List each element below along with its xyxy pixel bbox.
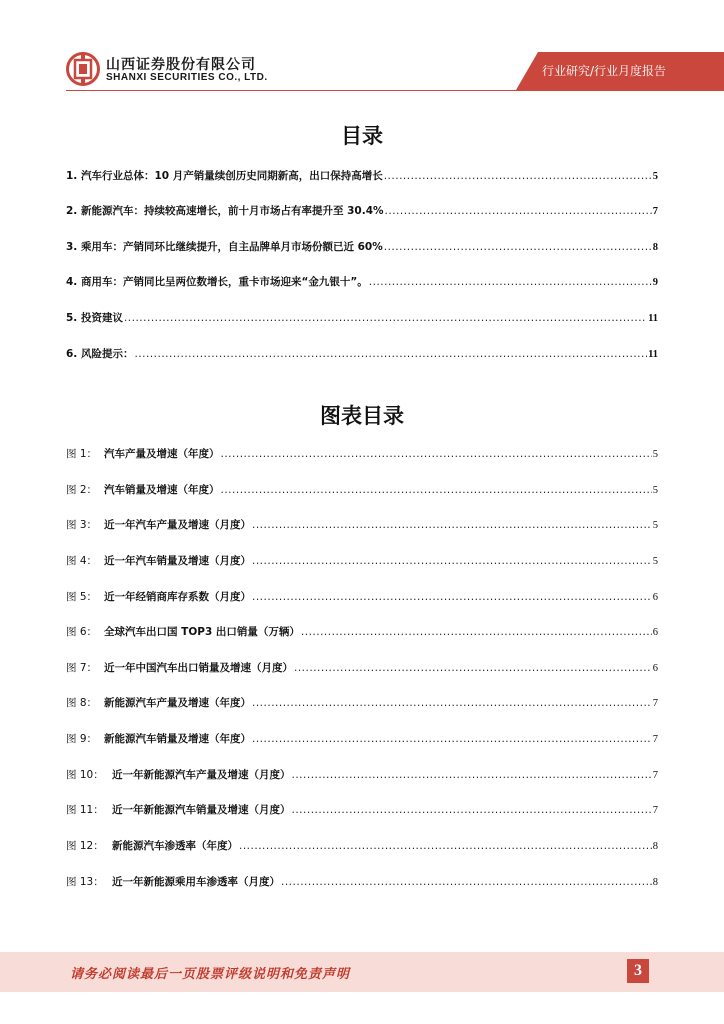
- toc-item-page: 7: [652, 206, 658, 217]
- figure-title: 汽车销量及增速（年度）: [104, 484, 220, 496]
- figure-page: 6: [652, 627, 658, 638]
- figure-item[interactable]: [66, 589, 658, 605]
- figure-page: 7: [652, 805, 658, 816]
- leader-dots: [385, 205, 652, 217]
- figure-item[interactable]: [66, 731, 658, 747]
- leader-dots: [239, 840, 652, 852]
- figure-page: 8: [652, 841, 658, 852]
- leader-dots: [252, 591, 652, 603]
- figure-title: 汽车产量及增速（年度）: [104, 448, 220, 460]
- leader-dots: [252, 555, 652, 567]
- company-name-cn: 山西证券股份有限公司: [106, 57, 256, 73]
- figure-number: 图 11：: [66, 804, 104, 816]
- figure-title: 近一年新能源汽车产量及增速（月度）: [112, 769, 291, 781]
- leader-dots: [281, 876, 652, 888]
- leader-dots: [252, 519, 652, 531]
- figure-page: 7: [652, 734, 658, 745]
- page-number: 3: [627, 959, 649, 983]
- leader-dots: [384, 170, 652, 182]
- company-logo-icon: [66, 52, 100, 86]
- figure-page: 5: [652, 556, 658, 567]
- toc-item-text: 1. 汽车行业总体：10 月产销量续创历史同期新高，出口保持高增长: [66, 170, 383, 182]
- toc-item[interactable]: [66, 310, 658, 326]
- leader-dots: [221, 484, 652, 496]
- figure-number: 图 12：: [66, 840, 104, 852]
- figure-title: 近一年新能源乘用车渗透率（月度）: [112, 876, 280, 888]
- figure-title: 新能源汽车产量及增速（年度）: [104, 697, 251, 709]
- figure-number: 图 4：: [66, 555, 98, 567]
- toc-item-page: 9: [652, 277, 658, 288]
- toc-item-page: 11: [648, 349, 658, 360]
- toc-item-text: 5. 投资建议: [66, 312, 123, 324]
- figure-page: 5: [652, 449, 658, 460]
- figure-number: 图 7：: [66, 662, 98, 674]
- figure-number: 图 9：: [66, 733, 98, 745]
- figure-page: 7: [652, 770, 658, 781]
- figure-title: 近一年汽车销量及增速（月度）: [104, 555, 251, 567]
- leader-dots: [134, 348, 647, 360]
- leader-dots: [292, 804, 652, 816]
- leader-dots: [384, 241, 652, 253]
- leader-dots: [124, 312, 647, 324]
- figure-item[interactable]: [66, 802, 658, 818]
- header-divider: [66, 90, 724, 91]
- toc-item-text: 4. 商用车：产销同比呈两位数增长，重卡市场迎来“金九银十”。: [66, 276, 368, 288]
- figure-item[interactable]: [66, 767, 658, 783]
- figure-title: 近一年新能源汽车销量及增速（月度）: [112, 804, 291, 816]
- leader-dots: [292, 769, 652, 781]
- figure-title: 全球汽车出口国 TOP3 出口销量（万辆）: [104, 626, 300, 638]
- figure-item[interactable]: [66, 446, 658, 462]
- leader-dots: [221, 448, 652, 460]
- figure-title: 近一年汽车产量及增速（月度）: [104, 519, 251, 531]
- toc-item[interactable]: [66, 203, 658, 219]
- figure-page: 8: [652, 877, 658, 888]
- figure-title: 近一年中国汽车出口销量及增速（月度）: [104, 662, 293, 674]
- toc-item[interactable]: [66, 239, 658, 255]
- figure-number: 图 6：: [66, 626, 98, 638]
- figure-title: 新能源汽车销量及增速（年度）: [104, 733, 251, 745]
- figure-title: 近一年经销商库存系数（月度）: [104, 591, 251, 603]
- toc-item[interactable]: [66, 274, 658, 290]
- toc-item-page: 5: [652, 171, 658, 182]
- figures-title: 图表目录: [320, 404, 404, 428]
- figure-number: 图 2：: [66, 484, 98, 496]
- leader-dots: [252, 697, 652, 709]
- figure-item[interactable]: [66, 553, 658, 569]
- figure-item[interactable]: [66, 695, 658, 711]
- toc-item-page: 8: [652, 242, 658, 253]
- leader-dots: [252, 733, 652, 745]
- figure-item[interactable]: [66, 838, 658, 854]
- toc-item[interactable]: [66, 168, 658, 184]
- figure-number: 图 13：: [66, 876, 104, 888]
- figure-number: 图 8：: [66, 697, 98, 709]
- toc-item-page: 11: [648, 313, 658, 324]
- figure-number: 图 5：: [66, 591, 98, 603]
- figure-page: 6: [652, 592, 658, 603]
- figure-number: 图 3：: [66, 519, 98, 531]
- figure-title: 新能源汽车渗透率（年度）: [112, 840, 238, 852]
- toc-item-text: 2. 新能源汽车：持续较高速增长，前十月市场占有率提升至 30.4%: [66, 205, 384, 217]
- disclaimer-notice: 请务必阅读最后一页股票评级说明和免责声明: [70, 967, 351, 982]
- figure-item[interactable]: [66, 660, 658, 676]
- company-name-en: SHANXI SECURITIES CO., LTD.: [106, 72, 268, 83]
- figure-page: 7: [652, 698, 658, 709]
- toc-item[interactable]: [66, 346, 658, 362]
- figure-item[interactable]: [66, 874, 658, 890]
- figure-number: 图 1：: [66, 448, 98, 460]
- leader-dots: [301, 626, 652, 638]
- toc-item-text: 6. 风险提示：: [66, 348, 134, 360]
- figure-page: 5: [652, 520, 658, 531]
- figure-page: 6: [652, 663, 658, 674]
- figure-item[interactable]: [66, 482, 658, 498]
- figure-page: 5: [652, 485, 658, 496]
- leader-dots: [294, 662, 652, 674]
- report-type-label: 行业研究/行业月度报告: [541, 64, 666, 78]
- toc-item-text: 3. 乘用车：产销同环比继续提升，自主品牌单月市场份额已近 60%: [66, 241, 383, 253]
- toc-title: 目录: [341, 124, 383, 148]
- figure-item[interactable]: [66, 517, 658, 533]
- leader-dots: [369, 276, 652, 288]
- figure-number: 图 10：: [66, 769, 104, 781]
- page-header: [0, 0, 724, 92]
- figure-item[interactable]: [66, 624, 658, 640]
